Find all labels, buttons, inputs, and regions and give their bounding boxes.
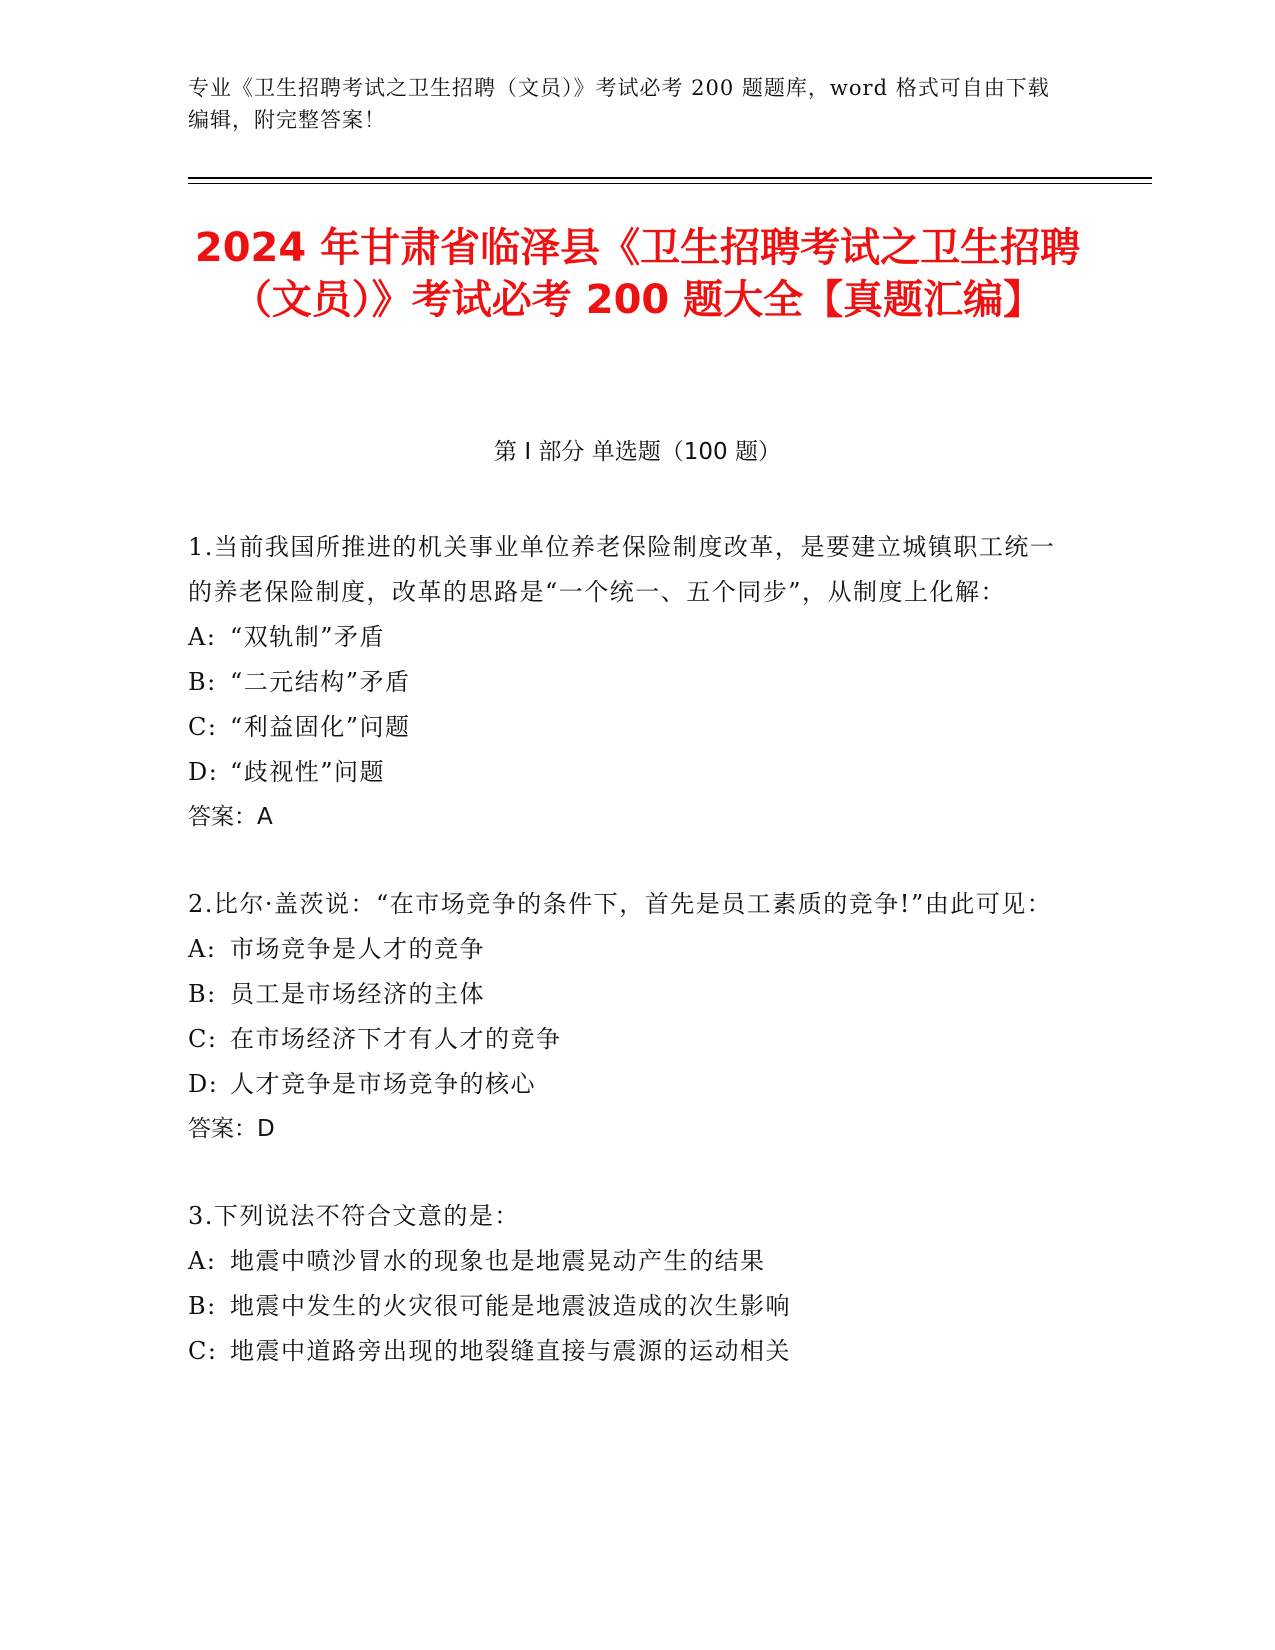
question-stem: 3.下列说法不符合文意的是： [188, 1202, 520, 1230]
option-text: 在市场经济下才有人才的竞争 [230, 1025, 562, 1053]
question-1 [188, 525, 1068, 840]
option-text: 人才竞争是市场竞争的核心 [230, 1070, 536, 1098]
option-b [188, 660, 1068, 705]
option-b [188, 1284, 1068, 1329]
answer-line: 答案：D [188, 1116, 275, 1142]
option-key: C: [188, 1337, 218, 1365]
option-key: A: [188, 1247, 217, 1275]
option-key: B: [188, 668, 217, 696]
question-list [188, 525, 1068, 1416]
option-text: “双轨制”矛盾 [230, 623, 386, 651]
option-text: “歧视性”问题 [230, 758, 386, 786]
option-d [188, 1062, 1068, 1107]
section-heading: 第 I 部分 单选题（100 题） [494, 439, 781, 465]
option-key: D: [188, 1070, 219, 1098]
option-key: B: [188, 980, 217, 1008]
option-d [188, 750, 1068, 795]
option-b [188, 972, 1068, 1017]
option-c [188, 1017, 1068, 1062]
question-2 [188, 882, 1068, 1152]
option-key: D: [188, 758, 219, 786]
option-key: C: [188, 713, 218, 741]
option-text: 地震中发生的火灾很可能是地震波造成的次生影响 [230, 1292, 791, 1320]
option-key: A: [188, 935, 217, 963]
option-key: B: [188, 1292, 217, 1320]
option-a [188, 615, 1068, 660]
option-text: “利益固化”问题 [230, 713, 411, 741]
option-text: 地震中喷沙冒水的现象也是地震晃动产生的结果 [230, 1247, 766, 1275]
option-a [188, 927, 1068, 972]
option-text: 员工是市场经济的主体 [230, 980, 485, 1008]
option-text: 地震中道路旁出现的地裂缝直接与震源的运动相关 [230, 1337, 791, 1365]
header-divider-thick [188, 177, 1152, 179]
answer-line: 答案：A [188, 804, 273, 830]
option-key: A: [188, 623, 217, 651]
question-3 [188, 1194, 1068, 1374]
document-title: 2024 年甘肃省临泽县《卫生招聘考试之卫生招聘（文员）》考试必考 200 题大全【真题汇编】 [194, 225, 1081, 323]
option-key: C: [188, 1025, 218, 1053]
option-a [188, 1239, 1068, 1284]
option-c [188, 705, 1068, 750]
header-note: 专业《卫生招聘考试之卫生招聘（文员）》考试必考 200 题题库，word 格式可自由下载编辑，附完整答案！ [188, 76, 1050, 132]
option-text: 市场竞争是人才的竞争 [230, 935, 485, 963]
header-divider-thin [188, 183, 1152, 184]
option-text: “二元结构”矛盾 [230, 668, 411, 696]
question-stem: 1.当前我国所推进的机关事业单位养老保险制度改革，是要建立城镇职工统一的养老保险制度，改革的思路是“一个统一、五个同步”，从制度上化解： [188, 533, 1056, 606]
question-stem: 2.比尔·盖茨说：“在市场竞争的条件下，首先是员工素质的竞争!”由此可见： [188, 890, 1053, 918]
option-c [188, 1329, 1068, 1374]
